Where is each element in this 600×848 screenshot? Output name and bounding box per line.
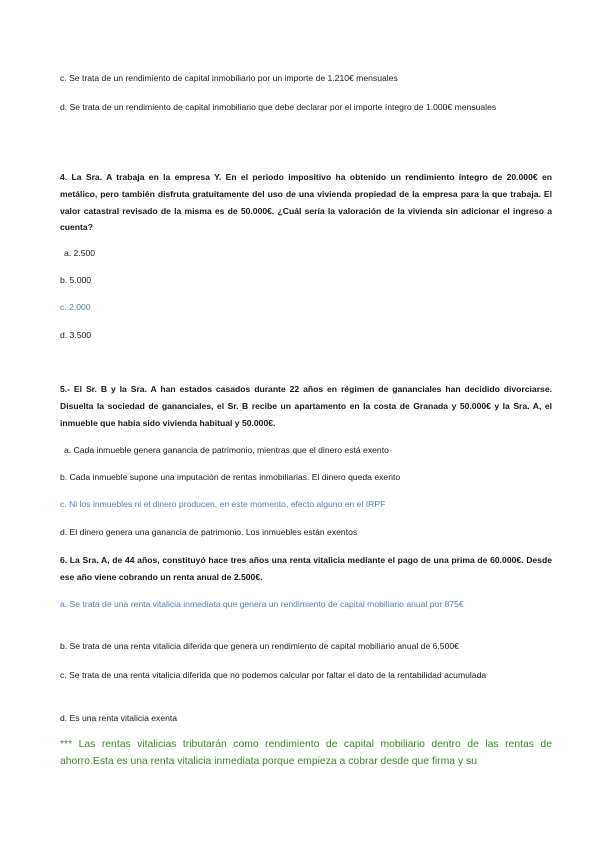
question-5: 5.- El Sr. B y la Sra. A han estados casados durante 22 años en régimen de gananciales han decidido divorciarse. Disuelta la sociedad de gananciales, el Sr. B recibe un apartamento en la costa de Granada y 50.000€ y la Sra. A, el inmueble que había sido vivienda habitual y 50.000€.	[60, 384, 552, 428]
q6-option-b: b. Se trata de una renta vitalicia diferida que genera un rendimiento de capital mobiliario anual de 6.500€	[60, 641, 459, 651]
prev-option-c: c. Se trata de un rendimiento de capital inmobiliario por un importe de 1.210€ mensuales	[60, 73, 398, 83]
q5-option-b: b. Cada inmueble supone una imputación de rentas inmobiliarias. El dinero queda exento	[60, 472, 401, 482]
prev-option-d: d. Se trata de un rendimiento de capital inmobiliario que debe declarar por el importe íntegro de 1.000€ mensuales	[60, 102, 497, 112]
question-6: 6. La Sra. A, de 44 años, constituyó hace tres años una renta vitalicia mediante el pago de una prima de 60.000€. Desde ese año viene cobrando un renta anual de 2.500€.	[60, 555, 552, 582]
q5-option-d: d. El dinero genera una ganancia de patrimonio. Los inmuebles están exentos	[60, 527, 358, 537]
q6-option-a-answer: a. Se trata de una renta vitalicia inmediata que genera un rendimiento de capital mobiliario anual por 875€	[60, 599, 464, 609]
q6-option-d: d. Es una renta vitalicia exenta	[60, 713, 178, 723]
q5-option-c-answer: c. Ni los inmuebles ni el dinero producen, en este momento, efecto alguno en el IRPF	[60, 499, 386, 509]
q4-option-d: d. 3.500	[60, 330, 92, 340]
q4-option-b: b. 5.000	[60, 275, 92, 285]
question-4: 4. La Sra. A trabaja en la empresa Y. En el periodo impositivo ha obtenido un rendimiento íntegro de 20.000€ en metálico, pero también disfruta gratuitamente del uso de una vivienda propiedad de la empresa para la que trabaja. El valor catastral revisado de la misma es de 50.000€. ¿Cuál sería la valoración de la vivienda sin adicionar el ingreso a cuenta?	[60, 172, 552, 233]
q6-option-c: c. Se trata de una renta vitalicia diferida que no podemos calcular por faltar el dato de la rentabilidad acumulada	[60, 670, 487, 680]
q5-option-a: a. Cada inmueble genera ganancia de patrimonio, mientras que el dinero está exento	[64, 445, 389, 455]
q4-option-a: a. 2.500	[64, 248, 96, 258]
q4-option-c-answer: c. 2.000	[60, 302, 91, 312]
explanation-note: *** Las rentas vitalicias tributarán como rendimiento de capital mobiliario dentro de las rentas de ahorro.Esta es una renta vitalicia inmediata porque empieza a cobrar desde que firma y su	[60, 739, 552, 767]
